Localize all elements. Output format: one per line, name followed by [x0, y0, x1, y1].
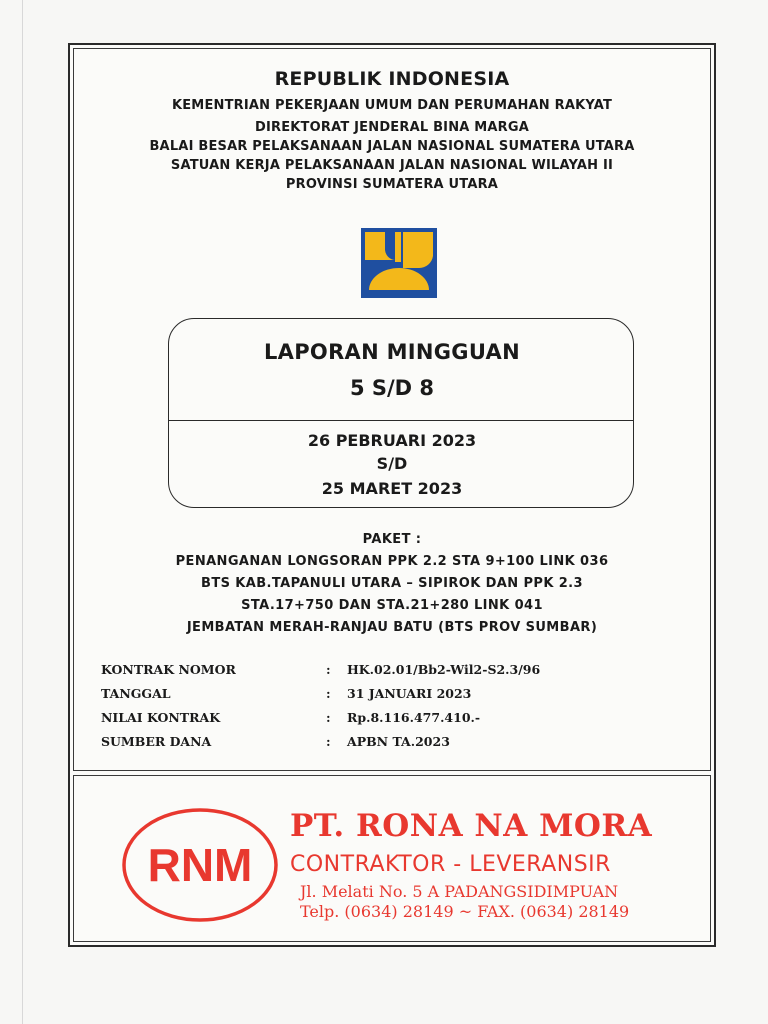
contract-colon: :: [326, 686, 331, 701]
header-ministry: KEMENTRIAN PEKERJAAN UMUM DAN PERUMAHAN RAKYAT: [171, 98, 613, 113]
package-line: JEMBATAN MERAH-RANJAU BATU (BTS PROV SUMBAR): [186, 620, 598, 635]
contract-label: TANGGAL: [101, 686, 171, 701]
company-name: PT. RONA NA MORA: [290, 808, 653, 844]
contract-value: APBN TA.2023: [347, 734, 450, 749]
package-line: PENANGANAN LONGSORAN PPK 2.2 STA 9+100 LINK 036: [175, 554, 609, 569]
pu-logo-icon: [361, 228, 437, 298]
page-edge: [22, 0, 23, 1024]
title-divider: [168, 420, 634, 421]
contract-label: KONTRAK NOMOR: [101, 662, 236, 677]
contract-label: NILAI KONTRAK: [101, 710, 221, 725]
report-weeks: 5 S/D 8: [349, 376, 435, 400]
contract-label: SUMBER DANA: [101, 734, 212, 749]
header-agency: BALAI BESAR PELAKSANAAN JALAN NASIONAL SUMATERA UTARA: [149, 139, 635, 154]
package-label: PAKET :: [362, 532, 422, 547]
company-phone: Telp. (0634) 28149 ~ FAX. (0634) 28149: [300, 902, 630, 921]
report-title: LAPORAN MINGGUAN: [264, 340, 520, 364]
contract-colon: :: [326, 734, 331, 749]
contract-colon: :: [326, 662, 331, 677]
header-province: PROVINSI SUMATERA UTARA: [285, 177, 499, 192]
contract-value: Rp.8.116.477.410.-: [347, 710, 481, 725]
header-country: REPUBLIK INDONESIA: [274, 68, 510, 90]
rnm-logo-text: RNM: [147, 839, 253, 891]
date-separator: S/D: [376, 454, 408, 473]
company-address: Jl. Melati No. 5 A PADANGSIDIMPUAN: [300, 882, 619, 901]
header-unit: SATUAN KERJA PELAKSANAAN JALAN NASIONAL WILAYAH II: [170, 158, 614, 173]
package-line: BTS KAB.TAPANULI UTARA – SIPIROK DAN PPK 2.3: [201, 576, 583, 591]
contract-colon: :: [326, 710, 331, 725]
date-start: 26 PEBRUARI 2023: [307, 431, 477, 450]
company-type: CONTRAKTOR - LEVERANSIR: [290, 852, 611, 877]
package-line: STA.17+750 DAN STA.21+280 LINK 041: [241, 598, 543, 613]
contract-value: HK.02.01/Bb2-Wil2-S2.3/96: [347, 662, 541, 677]
header-directorate: DIREKTORAT JENDERAL BINA MARGA: [254, 120, 530, 135]
date-end: 25 MARET 2023: [321, 479, 463, 498]
rnm-logo: [120, 805, 280, 925]
contract-value: 31 JANUARI 2023: [347, 686, 472, 701]
